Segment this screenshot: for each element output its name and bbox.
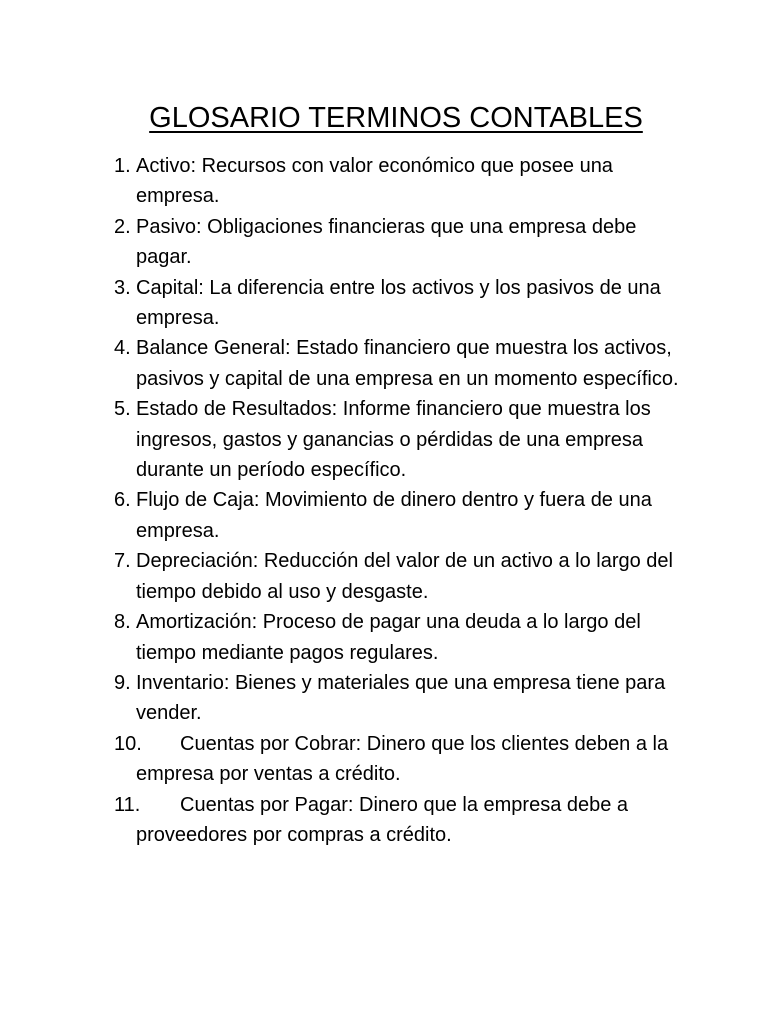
item-text: Activo: Recursos con valor económico que posee una empresa. [136,155,613,208]
item-number: 7. [114,550,131,573]
item-text: Balance General: Estado financiero que muestra los activos, pasivos y capital de una empresa en un momento específico. [136,337,679,390]
item-number: 2. [114,215,131,238]
glossary-item-balance-general [0,333,681,394]
glossary-list [0,151,768,850]
item-number: 3. [114,276,131,299]
glossary-item-cuentas-por-pagar [0,790,681,851]
item-text: Capital: La diferencia entre los activos y los pasivos de una empresa. [136,276,661,330]
item-number: 1. [114,155,131,177]
glossary-item-inventario [0,668,681,729]
item-number: 5. [114,398,131,421]
item-text: Cuentas por Cobrar: Dinero que los clientes deben a la empresa por ventas a crédito. [136,732,669,786]
glossary-item-activo [0,151,681,212]
page-title: GLOSARIO TERMINOS CONTABLES [149,102,643,134]
glossary-item-pasivo [0,212,681,273]
item-text: Cuentas por Pagar: Dinero que la empresa debe a proveedores por compras a crédito. [136,793,629,846]
item-text: Estado de Resultados: Informe financiero que muestra los ingresos, gastos y ganancias o pérdidas de una empresa durante un período específico. [136,398,651,482]
item-text: Pasivo: Obligaciones financieras que una empresa debe pagar. [136,215,637,269]
glossary-item-amortizacion [0,607,681,668]
item-number: 11. [114,793,141,816]
item-number: 10. [114,732,142,755]
glossary-item-flujo-de-caja [0,485,681,546]
item-number: 8. [114,611,131,634]
item-text: Depreciación: Reducción del valor de un activo a lo largo del tiempo debido al uso y desgaste. [136,550,673,603]
glossary-item-capital [0,273,681,334]
item-number: 9. [114,671,131,694]
glossary-item-estado-de-resultados [0,394,681,485]
item-number: 4. [114,337,131,360]
glossary-item-depreciacion [0,546,681,607]
item-text: Inventario: Bienes y materiales que una empresa tiene para vender. [136,671,666,725]
glossary-item-cuentas-por-cobrar [0,729,681,790]
item-text: Amortización: Proceso de pagar una deuda a lo largo del tiempo mediante pagos regulares. [136,611,641,664]
item-text: Flujo de Caja: Movimiento de dinero dentro y fuera de una empresa. [136,489,652,542]
item-number: 6. [114,489,131,512]
